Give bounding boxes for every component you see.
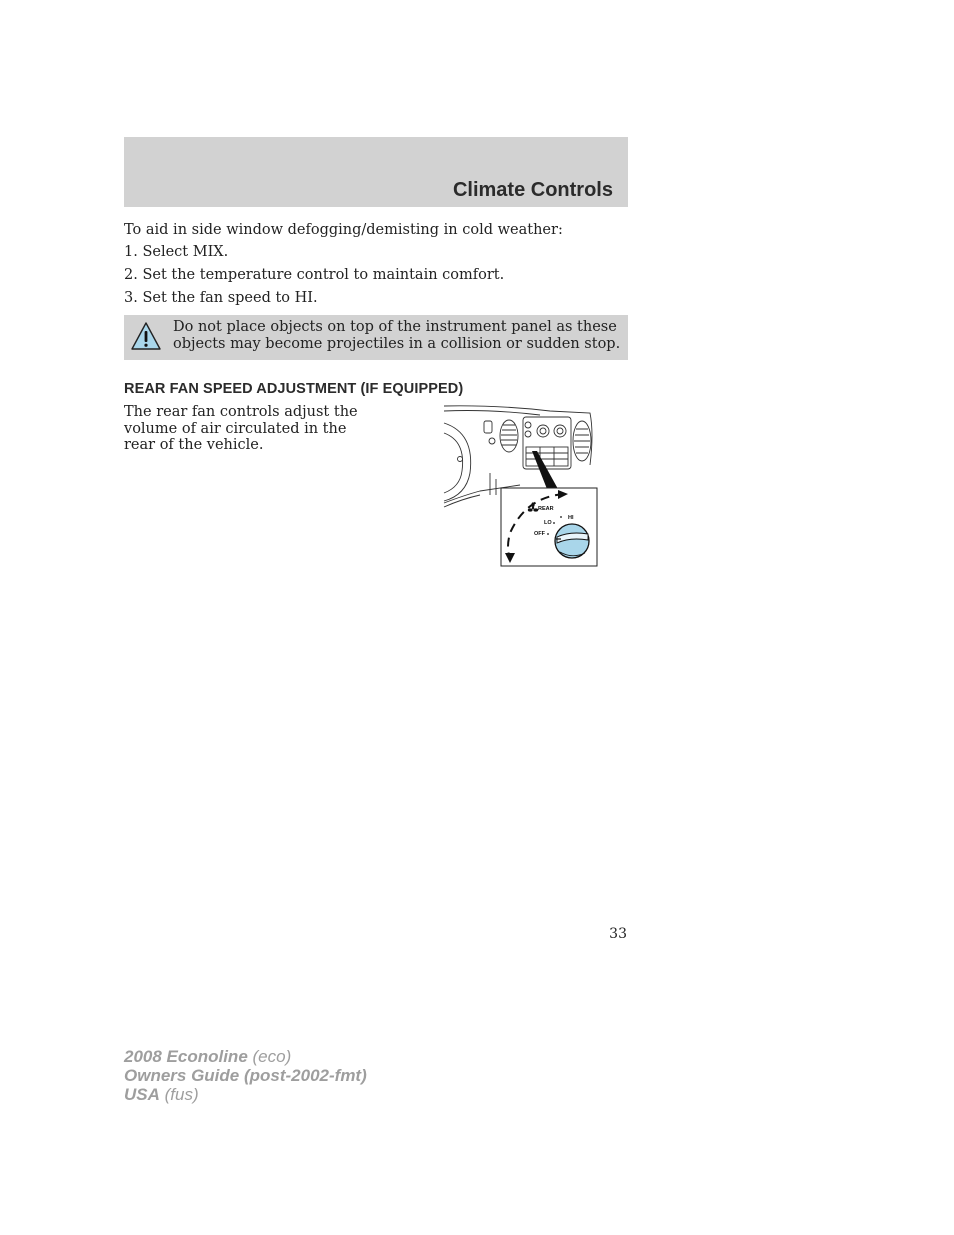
rear-fan-knob bbox=[555, 524, 589, 558]
step-1: 1. Select MIX. bbox=[124, 244, 229, 260]
section-heading: REAR FAN SPEED ADJUSTMENT (IF EQUIPPED) bbox=[124, 381, 464, 397]
footer-model: 2008 Econoline bbox=[124, 1047, 248, 1066]
header-band bbox=[124, 137, 628, 207]
intro-text: To aid in side window defogging/demisting in cold weather: bbox=[124, 222, 563, 238]
section-body: The rear fan controls adjust the volume of air circulated in the rear of the vehicle. bbox=[124, 404, 358, 453]
page-number: 33 bbox=[609, 926, 627, 942]
warning-text: Do not place objects on top of the instrument panel as these objects may become projectiles in a collision or sudden stop. bbox=[173, 319, 621, 352]
hi-label: HI bbox=[568, 515, 574, 521]
warning-triangle-icon bbox=[130, 320, 162, 352]
footer-market-code: (fus) bbox=[164, 1085, 199, 1104]
step-2: 2. Set the temperature control to maintain comfort. bbox=[124, 267, 505, 283]
rear-fan-control-illustration bbox=[440, 403, 600, 569]
footer-guide: Owners Guide (post-2002-fmt) bbox=[124, 1066, 367, 1085]
section-title: Climate Controls bbox=[452, 179, 613, 201]
step-3: 3. Set the fan speed to HI. bbox=[124, 290, 318, 306]
footer-model-code: (eco) bbox=[252, 1047, 292, 1066]
footer bbox=[124, 1047, 367, 1104]
footer-market: USA bbox=[124, 1085, 160, 1104]
lo-label: LO bbox=[544, 520, 552, 526]
off-label: OFF bbox=[534, 531, 545, 537]
rear-label: REAR bbox=[538, 506, 554, 512]
warning-box bbox=[124, 315, 628, 360]
